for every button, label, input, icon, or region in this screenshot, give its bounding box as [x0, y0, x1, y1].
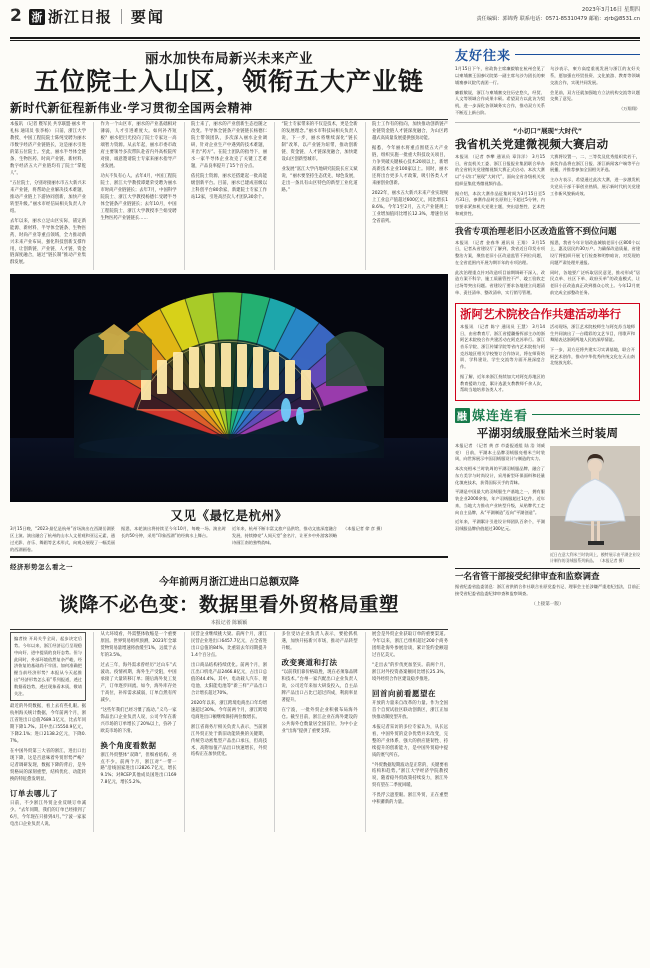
column-rule — [274, 122, 275, 270]
paragraph: 主办方表示，希望通过此次大赛，进一步激发机关党员干部干事创业热情，展示新时代机关党建工作新风貌新成效。 — [550, 177, 640, 196]
photo-caption: 近日在意大利米兰时装周上，模特展示由平湖企业设计制作的羽绒服系列新品。 （本报记者 摄） — [550, 552, 640, 563]
paragraph: 民营企业继续挑大梁。前两个月，浙江民营企业进出口6457.7亿元，占全省进出口总值的84%，比重较去年同期提升1.4个百分点。 — [191, 632, 267, 659]
fan-light-show-graphic — [74, 290, 384, 458]
paragraph: 在中国外贸第三大省的浙江，进出口出现下降，这是否意味着外贸形势严峻？记者调研发现，数据下降的背后，是外贸格局的深刻重塑，结构优化、动能转换的特征愈发明显。 — [10, 749, 86, 782]
paragraph: “五位院士，分别对接丽水市五大新兴未来产业链，将帮助企业解决技术难题，推动产业链上下游协同创新，加快产业转型升级。”丽水市经信局相关负责人介绍。 — [10, 180, 86, 214]
paragraph: 乌沙表示，柬方高度重视发展与浙江的友好关系，愿加强在经贸投资、文化旅游、教育等领域交流合作，实现共同发展。 — [550, 66, 640, 85]
paragraph: “走出去”的步伐更加坚实。前两个月，浙江对外投资备案额同比增长25.3%，境外经贸合作区建设稳步推进。 — [372, 663, 448, 682]
lead-col-1 — [10, 122, 86, 270]
rule — [10, 119, 448, 120]
newspaper-logo — [29, 6, 112, 27]
item3-headline: 平湖羽绒服登陆米兰时装周 — [476, 426, 619, 441]
lead-col-5 — [372, 122, 448, 270]
item3-body — [455, 443, 640, 564]
paragraph: 据省纪委省监委消息：浙江省供销合作社联合社原党委书记、理事会主任涉嫌严重违纪违法，目前正接受省纪委省监委纪律审查和监察调查。 — [455, 584, 640, 596]
left-section — [10, 45, 448, 960]
paragraph: 近年来，杭州不断丰富文旅产品供给，推动文旅深度融合发展，持续擦亮“人间天堂”金名片，让更多中外游客领略诗画江南的独特韵味。 — [232, 526, 337, 545]
column-rule — [365, 122, 366, 270]
media-title-text: 媒连连看 — [472, 409, 529, 425]
paragraph: 本报讯 （记者 陈宁 通讯员 王慧） 3月14日，由省教育厅、浙江省援疆指挥部主办的浙阿艺术院校合作共建活动在阿克苏举行。浙江音乐学院、浙江传媒学院等省内艺术院校与阿克苏地区相关学校签订合作协议，将在师资培训、学科建设、学生交流等方面开展深度合作。 — [460, 323, 545, 370]
lead-photo — [10, 274, 448, 502]
lead-kicker: 丽水加快布局新兴未来产业 — [145, 51, 313, 68]
paragraph: 大赛将设置一、二、三等奖及优秀组织奖若干，获奖作品将在浙江日报、浙江新闻客户端等平台展播，并推荐参加全国相关评选。 — [550, 154, 640, 173]
paragraph: 3月15日晚，“2023·最忆是杭州”首场演出在西湖岳湖景区上演。演出融合了杭州的山水人文景观和亚运元素，通过光影、音乐、舞蹈等艺术形式，向观众展现了一幅美丽的西湖画卷。 — [10, 526, 115, 552]
paragraph: 浙江省商务厅相关负责人表示，当前浙江外贸正处于新旧动能转换的关键期，传统劳动密集型产品出口承压，但高技术、高附加值产品出口快速增长，外贸结构正在加快优化。 — [191, 724, 267, 758]
paragraph: 同时，各地要广泛听取居民意见，推动形成“居民点单、社区下单、政府买单”的改造模式，让老旧小区改造真正改到群众心坎上。今年12月底前完成全部整改任务。 — [550, 269, 640, 295]
column-rule — [93, 632, 94, 831]
rail-section-header-friendship — [455, 45, 640, 64]
story2-col-3 — [191, 632, 267, 831]
paragraph: 日前，不少浙江外贸企业反映订单减少。“去年同期，我们的订单已经排到了6月，今年现在只排到4月。”宁波一家家电出口企业负责人说。 — [10, 800, 86, 827]
story2-kicker: 今年前两月浙江进出口总额双降 — [159, 576, 299, 588]
paragraph: 去年以来，丽水立足山区实际，锚定新能源、新材料、半导体全链条、生物医药、时尚产业等重点领域，全力推动新兴未来产业布局，强化科技创新支撑作用，让创新链、产业链、人才链、资金链深度融合，通过“链长制”推动产业集群发展。 — [10, 218, 86, 266]
paragraph: 多位受访企业负责人表示，要抢抓机遇，加快开拓新兴市场，推动产品转型升级。 — [281, 632, 358, 652]
rail-section-title: 友好往来 — [455, 49, 512, 65]
paragraph: 浙江外贸整体“双降”，但细看结构，亮点不少。前两个月，浙江对“一带一路”沿线国家进出口2826.7亿元，增长9.1%；对RCEP其他成员国进出口1697.8亿元，增长5.2%。 — [100, 752, 177, 786]
column-rule — [365, 632, 366, 831]
item1-headline: 我省机关党建微视频大赛启动 — [455, 137, 609, 151]
rail-section-title-media — [455, 405, 528, 424]
paragraph: 本报讯 （记者 暨军民 共享联盟·丽水 叶礼标 通讯员 张李杨） 日前，浙江大学教授、中国工程院院士陈纯受聘为丽水市数字经济产业链链长，这是丽水引进的第五位院士。至此，丽水半导体全链条、生物医药、时尚产业链、新材料、数字经济五大产业链均有了院士“掌舵人”。 — [10, 122, 86, 176]
item2-body — [455, 240, 640, 300]
fashion-photo — [550, 446, 640, 550]
paragraph: 作为一个山区市，丽水的产业基础相对薄弱，人才引进难度大。如何补齐短板？丽水把目光投向了院士专家这一高端智力资源。从去年起，丽水市委市政府主要领导多次带队赴省内外高校院所对接，诚意邀请院士专家来丽水指导产业发展。 — [100, 122, 177, 170]
redbox-headline: 浙阿艺术院校合作共建活动举行 — [460, 307, 621, 322]
paragraph: 1月15日下午，省政协主席廉毅敏在杭州会见了以柬埔寨王国参议院第一副主席乌沙为团长的柬埔寨参议院代表团一行。 — [455, 66, 545, 85]
paragraph: 本次亮相米兰时装周的平湖羽绒服品牌，融合了东方美学与时尚设计，采用新型环保面料和轻量化填充技术，获得国际买手的青睐。 — [455, 466, 545, 485]
photo-caption-title: 又见《最忆是杭州》 — [170, 508, 288, 524]
paragraph: “以前我们靠价格取胜，现在必须靠品牌和技术。”台州一家汽配出口企业负责人说，公司近年来加大研发投入，自主品牌产品出口占比已超过四成，利润率显著提升。 — [281, 670, 358, 703]
paragraph: 不畏浮云遮望眼。浙江外贸，正在重塑中积蓄新的力量。 — [372, 793, 448, 806]
paragraph: 院士工作有的指向，加快推动创新链产业链资金链人才链深度融合，为山区跨越式高质量发展提供强劲动能。 — [372, 122, 448, 142]
paragraph: 据悉，我省今年计划改造城镇老旧小区800个以上，惠及居民约30万户。为确保改造质量，省建设厅将组织开展飞行检查和明察暗访，对发现的问题严肃处理并通报。 — [550, 239, 640, 265]
lead-col-2 — [101, 122, 177, 270]
rail-rule — [532, 414, 640, 415]
story2-body — [10, 632, 448, 831]
column-rule — [184, 632, 185, 831]
paragraph: 最近的外贸数据，看上去有些扎眼。据杭州海关统计数据，今年前两个月，浙江省进出口总值7689.1亿元，比去年同期下降1.7%。其中出口5550.9亿元，下降2.1%；进口2138.2亿元，下降0.7%。 — [10, 704, 86, 745]
paragraph: 从大环境看，外需整体收缩是一个重要原因。世界贸易组织预测，2023年全球货物贸易量增速将放缓至1%，远低于去年的3.5%。 — [100, 632, 177, 659]
rail-section-header-media — [455, 405, 640, 424]
paragraph: 平湖是中国最大的羽绒服生产基地之一，拥有服装企业2000余家，年产羽绒服超过1亿件。近年来，当地大力推动产业转型升级，从贴牌代工走向自主品牌，从“平湖制造”迈向“平湖创造”。 — [455, 489, 545, 515]
publish-date: 2023年3月16日 星期四 — [581, 7, 640, 13]
logo-text: 浙江日报 — [47, 8, 112, 26]
item2-headline: 我省专项治理老旧小区改造监管不到位问题 — [455, 227, 617, 238]
paragraph: （万翔翔） — [619, 105, 640, 111]
paragraph: 2020年以来，浙江跨境电商出口年均增速超过30%。今年前两个月，浙江跨境电商进出口额继续保持两位数增长。 — [191, 700, 267, 720]
column-rule — [184, 122, 185, 270]
paragraph: 依托院士资源，丽水还搭建起一批高能级创新平台。目前，丽水已建成省级以上科创平台80余家，新建院士专家工作站12家，引进高层次人才团队30余个。 — [191, 173, 267, 200]
masthead-rule — [10, 37, 640, 39]
paragraph: 本报记者采访的多位专家认为，从长远看，中国外贸的竞争优势并未改变，完整的产业体系、强大的供应链韧性、持续提升的创新能力，是中国外贸稳中提质的底气所在。 — [372, 724, 448, 758]
item1-kicker: “小切口”展现“大时代” — [512, 127, 583, 135]
paragraph: 本报记者 （记者 黄 彦 市委报道组 陆 浩 刘威亮） 日前，平湖本土品牌羽绒服亮相米兰时装周，向世界展示中国羽绒服设计与制造的实力。 — [455, 443, 545, 462]
paragraph: 据介绍，本次大赛作品征集时间为3月15日至5月31日，参赛作品时长原则上不超过5分钟，内容要求紧扣机关党建主题，突出思想性、艺术性和观赏性。 — [455, 190, 545, 216]
redbox-body — [460, 324, 635, 397]
paragraph: 开放的力量来自改革的力量。作为全国首个自贸试验区联动创新区，浙江正加快推动制度型开放。 — [372, 700, 448, 720]
lead-body — [10, 122, 448, 270]
lead-headline: 五位院士入山区，领衔五大产业链 — [33, 67, 424, 97]
right-rail — [455, 45, 640, 960]
paragraph: 活动现场，浙江艺术院校师生与阿克苏当地师生共同演出了一台精彩的文艺节目，用歌声和舞蹈表达浙阿两地人民的深厚情谊。 — [550, 323, 635, 343]
lead-col-4 — [282, 122, 358, 270]
story2-headline: 谈降不必色变：数据里看外贸格局重塑 — [58, 592, 399, 616]
paragraph: 出口商品结构持续优化。前两个月，浙江出口机电产品2466.8亿元，占出口总值的44.4%。其中，电动载人汽车、锂电池、太阳能电池等“新三样”产品出口合计增长超过70%。 — [191, 663, 267, 696]
paragraph: （本报记者 徐 彦 摄） — [343, 526, 385, 532]
paragraph: 据悉，本轮演出将持续至今年10月，每晚一场。演出时长约50分钟，采用“印象西湖”的经典水上舞台。 — [121, 526, 226, 539]
rule — [10, 556, 448, 557]
lead-col-3 — [191, 122, 267, 270]
rule — [10, 629, 448, 630]
masthead-rule-secondary — [10, 40, 640, 41]
page-number: 2 — [10, 6, 22, 26]
paragraph: “外贸数据短期波动是正常的，关键要看结构和趋势。”浙江大学经济学院教授说，随着稳外贸政策持续发力，浙江外贸有望在二季度回暖。 — [372, 762, 448, 789]
story2-byline: 本报记者 陈颖颖 — [210, 619, 248, 626]
item1-body — [455, 154, 640, 220]
masthead-info — [476, 6, 640, 24]
paragraph: 据悉，今年丽水将重点围绕五大产业链，组织实施一批重大科技攻关项目，力争突破关键核心技术20项以上，新增高新技术企业100家以上。同时，丽水还将出台更多人才政策，吸引各类人才来丽创业创新。 — [372, 146, 448, 186]
subsection-heading: 改变赛道和打法 — [281, 658, 338, 668]
rail-rule — [515, 54, 640, 55]
page-columns — [10, 45, 640, 960]
campaign-banner — [10, 99, 448, 116]
rule — [455, 568, 640, 569]
paragraph: 本报讯 （记者 李攀 通讯员 章洋洋） 3月15日，省直机关工委、浙江日报报业集团联合举办的全省机关党建微视频大赛正式启动。本次大赛以“小切口”展现“大时代”，面向全省各级机关党组织征集优秀微视频作品。 — [455, 154, 545, 186]
model-runway-graphic — [550, 446, 640, 550]
friendship-body — [455, 66, 640, 119]
section-title: 要闻 — [130, 8, 165, 26]
masthead-left — [10, 6, 165, 27]
paragraph: 在宁波，一批外贸企业积极布局海外仓。截至目前，浙江企业在海外建设的公共海外仓数量居全国首位，为中小企业“出海”提供了重要支撑。 — [281, 707, 358, 734]
subsection-heading: 订单去哪儿了 — [10, 788, 58, 798]
column-rule — [274, 632, 275, 831]
paragraph: 院士来了，丽水的产业创新生态也随之改变。半导体全链条产业链链长杨德仁院士带领团队，多次深入丽水企业调研，针对企业生产中遇到的技术难题，开出“药方”。在院士团队的指导下，丽水一家半导体企业攻克了关键工艺难题，产品良率提升了15个百分点。 — [191, 122, 267, 170]
paragraph: 业发展“富江大学内地研究院院长应义斌说，“丽水要坚持生态优先、绿色发展，走出一条具有山区特色的新型工业化道路。” — [281, 167, 358, 193]
subsection-heading: 回首向前看愿望在 — [372, 688, 436, 698]
paragraph: 展会是外贸企业获取订单的重要渠道。今年以来，浙江已组织超过200个商务团组赴海外参展洽谈，累计签约金额超过百亿美元。 — [372, 632, 448, 659]
logo-mark-icon: 浙 — [29, 9, 45, 25]
item4-headline: 一名省管干部接受纪律审查和监察调查 — [455, 571, 600, 582]
media-badge: 融 — [455, 408, 470, 423]
paragraph: 廉毅敏说，浙江与柬埔寨交往历史悠久，经贸、人文等领域合作成果丰硕。希望双方以此访为契机，进一步深化各领域务实合作，推动双方关系不断迈上新台阶。 — [455, 89, 545, 115]
editor-contact: 责任编辑：郭锦秀 联系电话：0571-85310479 邮箱：zjrb@8531.cn — [476, 16, 640, 23]
masthead — [10, 6, 640, 36]
paragraph: 下一步，双方还将共建实习实训基地，联合开展艺术创作，推动中华优秀传统文化在天山南北绽放光彩。 — [550, 346, 635, 366]
paragraph: 过去三年，海外需求曾经历“过山车”式波动。疫情初期，海外生产受阻，中国承接了大量转移订单；随后海外复工复产，订单逐步回流。如今，海外库存处于高位，补库需求减弱，订单自然有所减少。 — [100, 663, 177, 703]
rule — [455, 223, 640, 224]
paragraph: 2022年，丽水五大新兴未来产业实现规上工业总产值超过600亿元，同比增长18.6%。今年1至2月，五大产业链规上工业增加值同比增长12.3%，增速位居全省前列。 — [372, 190, 448, 224]
editor-note: 编者按 开局关乎全局，起步决定后势。今年以来，浙江经济运行呈现稳中向好、进中提质的良好态势。但与此同时，外部环境依然复杂严峻，经济恢复的基础尚不牢固。如何准确把握当前经济形势？本报从今天起推出“经济形势怎么看”系列报道，透过数据看趋势，透过现象看本质，敬请关注。 — [10, 632, 86, 701]
story2-col-2 — [101, 632, 177, 831]
story2-col-5 — [372, 632, 448, 831]
paragraph: 会见前，双方还就加强地方立法机构交流等议题交换了意见。 — [550, 89, 640, 102]
column-rule — [93, 122, 94, 270]
continuation-note: （上接第一版） — [531, 601, 564, 607]
paragraph: 据了解，近年来浙江持续加大对阿克苏地区的教育援助力度，累计选派支教教师千余人次，帮助当地培养各类人才。 — [460, 373, 545, 393]
paragraph: 此次治理重点针对改造项目前期调研不深入、改造方案不科学、施工质量管控不严、竣工验收走过场等突出问题。省建设厅要求各地建立问题清单、责任清单、整改清单，实行销号管理。 — [455, 269, 545, 295]
paragraph: 近年来，平湖累计引进设计师团队百余个，平湖羽绒服品牌价值超过300亿元。 — [455, 519, 545, 531]
paragraph: “这些年我们已经习惯了波动。”义乌一家饰品出口企业负责人说，公司今年在新兴市场的订单增长了20%以上，弥补了欧美市场的下滑。 — [100, 707, 177, 734]
subsection-heading: 换个角度看数据 — [100, 740, 157, 750]
paragraph: 本报讯 （记者 金春华 通讯员 王翔） 3月15日，记者从省建设厅了解到，我省近日印发专项整治方案，聚焦老旧小区改造监管不到位问题，在全省范围内开展为期半年的专项治理。 — [455, 239, 545, 265]
story2-col-4 — [282, 632, 358, 831]
story2-col-1 — [10, 632, 86, 831]
masthead-divider — [121, 9, 122, 24]
rule — [455, 122, 640, 123]
campaign-label: 新时代新征程新伟业·学习贯彻全国两会精神 — [10, 100, 253, 115]
paragraph: “院士专家带来的不仅是技术，更是全新的发展理念。”丽水市科技局相关负责人说，下一步，丽水将继续深化“链长制”改革，以产业链为纽带，推动创新链、资金链、人才链深度融合，加快建设山区创新型城市。 — [281, 122, 358, 163]
photo-caption-body — [10, 526, 448, 553]
series-label: 经济形势怎么看之一 — [10, 562, 73, 571]
highlighted-story — [455, 303, 640, 401]
paragraph: 功夫不负有心人。去年4月，中国工程院院士、浙江大学教授谭建荣受聘为丽水市时尚产业链链长；去年7月，中国科学院院士、浙江大学教授杨德仁受聘半导体全链条产业链链长；去年10月，中国工程院院士、浙江大学教授李兰娟受聘生物医药产业链链长…… — [100, 173, 177, 221]
